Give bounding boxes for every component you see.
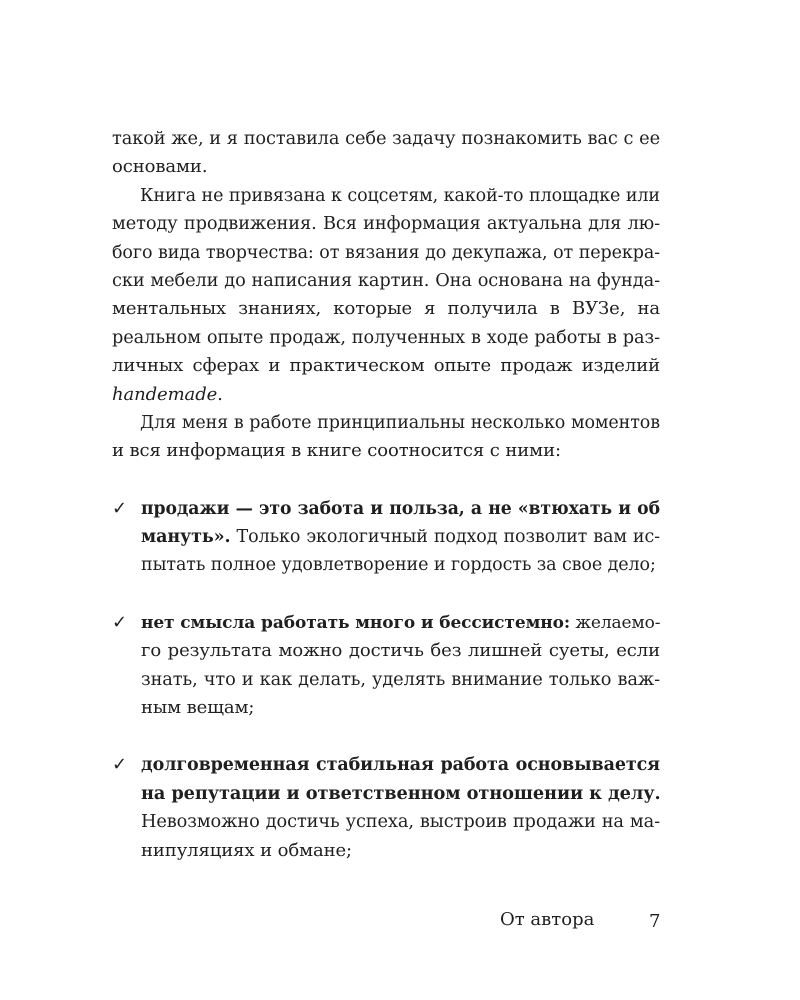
list-item [112,751,660,865]
list-item [112,495,660,580]
text-line: пытать полное удовлетворение и гордость за свое дело; [141,555,656,576]
text-line: такой же, и я поставила себе задачу познакомить вас с ее [112,129,660,149]
text-line: основами. [112,156,208,178]
running-footer-title: От автора [500,909,595,930]
text-line: знать, что и как делать, уделять внимание только важ- [141,669,660,690]
text: Только экологичный подход позволит вам ис- [230,527,660,548]
text-line [112,751,660,779]
text-line [112,609,660,637]
page-body [112,125,660,865]
text-line: и вся информация в книге соотносится с ними: [112,440,561,462]
paragraph [112,409,660,466]
text-line: Для меня в работе принципиальны несколько моментов [140,412,660,433]
checkmark-icon: ✓ [112,497,128,519]
text-line [112,780,660,808]
paragraph [112,125,660,182]
text: желаемо- [570,612,661,633]
text-line: ски мебели до написания картин. Она основана на фунда- [112,270,660,291]
text-line: Невозможно достичь успеха, выстроив продажи на ма- [141,812,660,833]
bold-text: нет смысла работать много и бессистемно: [141,612,571,633]
text-line [112,523,660,551]
paragraph [112,182,660,409]
text-line: ментальных знаниях, которые я получила в ВУЗе, на [112,298,660,320]
text-line: бого вида творчества: от вязания до декупажа, от перекра- [112,242,660,263]
text-line: го результата можно достичь без лишней суеты, если [141,640,660,662]
checkmark-icon: ✓ [112,754,128,776]
bold-text: продажи — это забота и польза, а не «втюхать и об [141,498,660,519]
bold-text: мануть». [141,527,231,548]
bold-text: долговременная стабильная работа основывается [141,755,660,776]
bold-text: на репутации и ответственном отношении к делу. [141,782,661,804]
text-line: методу продвижения. Вся информация актуальна для лю- [112,214,660,235]
punctuation: . [217,383,223,405]
text-line: личных сферах и практическом опыте продаж изделий [112,355,660,377]
list-item [112,609,660,723]
checkmark-icon: ✓ [112,611,128,633]
text-line: Книга не привязана к соцсетям, какой-то площадке или [140,185,660,206]
text-line: ным вещам; [141,697,255,719]
text-line: реальном опыте продаж, полученных в ходе работы в раз- [112,327,660,348]
page-number: 7 [649,911,661,932]
italic-word: handemade [112,383,218,405]
text-line [112,381,660,409]
text-line [112,495,660,523]
text-line: нипуляциях и обмане; [141,839,353,861]
